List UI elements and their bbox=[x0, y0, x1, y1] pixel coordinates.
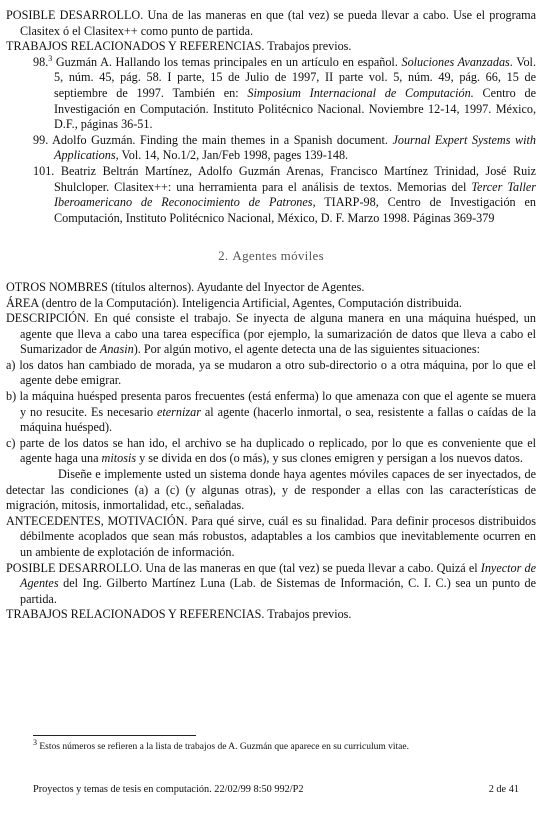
section-number: 2. bbox=[218, 248, 229, 264]
list-item-a bbox=[6, 358, 536, 389]
reference-text: Beatriz Beltrán Martínez, Adolfo Guzmán Arenas, Francisco Martínez Trinidad, José Ruiz Shulcloper. Clasitex++: una herramienta para el análisis de textos. Memorias del bbox=[54, 163, 536, 194]
list-item-text: c) parte de los datos se han ido, el archivo se ha duplicado o replicado, por lo que es conveniente que el agente haga una bbox=[6, 435, 536, 466]
otros-nombres-text: (títulos alternos). Ayudante del Inyector de Agentes. bbox=[107, 279, 365, 294]
list-item-b bbox=[6, 389, 536, 436]
posible-desarrollo-label: POSIBLE DESARROLLO. bbox=[6, 560, 143, 575]
list-item-text: y se divida en dos (o más), y sus clones emigren y persigan a los nuevos datos. bbox=[136, 451, 523, 466]
descripcion-text: En qué consiste el trabajo. Se inyecta de alguna manera en una máquina huésped, un agente que lleva a cabo una tarea específica (por ejemplo, la sumarización de datos que lleva a cabo el Sumarizador de bbox=[20, 311, 536, 357]
trabajos-relacionados-paragraph bbox=[6, 39, 536, 55]
page-footer bbox=[33, 783, 519, 796]
trabajos-relacionados-label: TRABAJOS RELACIONADOS Y REFERENCIAS. bbox=[6, 607, 265, 622]
reference-proceedings: Tercer Taller Iberoamericano de Reconocimiento de Patrones bbox=[54, 179, 536, 210]
antecedentes-paragraph bbox=[6, 514, 536, 561]
posible-desarrollo-text: del Ing. Gilberto Martínez Luna (Lab. de Sistemas de Información, C. I. C.) sea un punto de partida. bbox=[20, 576, 536, 606]
footnote-mark: 3 bbox=[48, 53, 53, 63]
footnote-text: Estos números se refieren a la lista de trabajos de A. Guzmán que aparece en su curriculum vitae. bbox=[37, 742, 409, 752]
posible-desarrollo-text: Una de las maneras en que (tal vez) se pueda llevar a cabo. Quizá el bbox=[142, 560, 481, 575]
trabajos-relacionados-text: Trabajos previos. bbox=[264, 607, 352, 622]
area-paragraph bbox=[6, 296, 536, 312]
design-paragraph bbox=[6, 467, 536, 514]
reference-number: 99. bbox=[33, 132, 49, 147]
list-item-text: b) la máquina huésped presenta paros frecuentes (está enferma) lo que amenaza con que el agente se muera y no resucite. Es necesario bbox=[6, 389, 536, 419]
descripcion-paragraph bbox=[6, 311, 536, 358]
footnote-divider bbox=[33, 735, 196, 736]
area-text: (dentro de la Computación). Inteligencia Artificial, Agentes, Computación distribuida. bbox=[38, 295, 462, 310]
reference-number: 101. bbox=[33, 163, 55, 178]
posible-desarrollo-label: POSIBLE DESARROLLO. bbox=[6, 8, 144, 22]
list-item-italic: mitosis bbox=[101, 451, 137, 466]
trabajos-relacionados-label: TRABAJOS RELACIONADOS Y REFERENCIAS. bbox=[6, 39, 265, 54]
area-label: ÁREA bbox=[6, 295, 39, 310]
descripcion-label: DESCRIPCIÓN. bbox=[6, 311, 89, 326]
reference-101 bbox=[6, 164, 536, 226]
reference-98 bbox=[6, 55, 536, 133]
list-item-text: al agente (hacerlo inmortal, o sea, resistente a fallas o caídas de la máquina huésped). bbox=[20, 404, 536, 435]
list-item-text: a) los datos han cambiado de morada, ya se mudaron a otro sub-directorio o a otra máquina, por lo que el agente debe emigrar. bbox=[6, 357, 536, 388]
descripcion-text: ). Por algún motivo, el agente detecta una de las siguientes situaciones: bbox=[133, 342, 480, 357]
antecedentes-label: ANTECEDENTES, MOTIVACIÓN. bbox=[6, 513, 188, 528]
document-page bbox=[6, 8, 536, 623]
posible-desarrollo-paragraph bbox=[6, 8, 536, 39]
reference-text: , TIARP-98, Centro de Investigación en Computación, Instituto Politécnico Nacional, México, D. F. Marzo 1998. Páginas 369-379 bbox=[54, 195, 536, 225]
descripcion-italic: Anasin bbox=[99, 342, 134, 357]
section-heading bbox=[6, 248, 536, 264]
reference-proceedings: Simposium Internacional de Computación. bbox=[247, 85, 474, 100]
list-item-italic: eternizar bbox=[156, 404, 201, 419]
reference-text: . Vol. 5, núm. 45, pág. 58. I parte, 15 de Julio de 1997, II parte vol. 5, núm. 49, pág. 66, 15 de septiembre de 1997. También en: bbox=[54, 54, 536, 100]
reference-journal: Soluciones Avanzadas bbox=[401, 54, 510, 69]
footer-page-number: 2 de 41 bbox=[488, 784, 519, 795]
section-title: Agentes móviles bbox=[232, 248, 324, 264]
reference-99 bbox=[6, 133, 536, 164]
reference-text: Adolfo Guzmán. Finding the main themes in a Spanish document. bbox=[48, 132, 393, 147]
otros-nombres-label: OTROS NOMBRES bbox=[6, 279, 108, 294]
reference-number: 98. bbox=[33, 54, 49, 69]
trabajos-relacionados-paragraph-2 bbox=[6, 607, 536, 623]
otros-nombres-paragraph bbox=[6, 280, 536, 296]
footnote bbox=[33, 737, 409, 753]
design-text: Diseñe e implemente usted un sistema donde haya agentes móviles capaces de ser inyectados, de detectar las condiciones (a) a (c) (y algunas otras), y de responder a ellas con las características de migración, mitosis, inmortalidad, etc., señaladas. bbox=[6, 467, 536, 513]
reference-journal: Journal Expert Systems with Applications, bbox=[54, 132, 536, 163]
posible-desarrollo-text: Una de las maneras en que (tal vez) se pueda llevar a cabo. Use el programa Clasitex ó el Clasitex++ como punto de partida. bbox=[20, 8, 536, 38]
reference-text: Vol. 14, No.1/2, Jan/Feb 1998, pages 139-148. bbox=[118, 148, 349, 163]
list-item-c bbox=[6, 436, 536, 467]
antecedentes-text: Para qué sirve, cuál es su finalidad. Para definir procesos distribuidos débilmente acoplados que sean más robustos, adaptables a los cambios que inevitablemente ocurren en un ambiente de explotación de información. bbox=[20, 513, 537, 559]
footer-document-info: Proyectos y temas de tesis en computación. 22/02/99 8:50 992/P2 bbox=[33, 784, 304, 795]
trabajos-relacionados-text: Trabajos previos. bbox=[264, 39, 352, 54]
posible-desarrollo-italic: Inyector de Agentes bbox=[20, 560, 536, 591]
reference-text: Guzmán A. Hallando los temas principales en un artículo en español. bbox=[52, 54, 402, 69]
footnote-mark: 3 bbox=[33, 737, 37, 747]
reference-text: Centro de Investigación en Computación. Instituto Politécnico Nacional. Noviembre 12-14, 1997. México, D.F., páginas 36-51. bbox=[54, 85, 536, 132]
posible-desarrollo-paragraph-2 bbox=[6, 561, 536, 608]
